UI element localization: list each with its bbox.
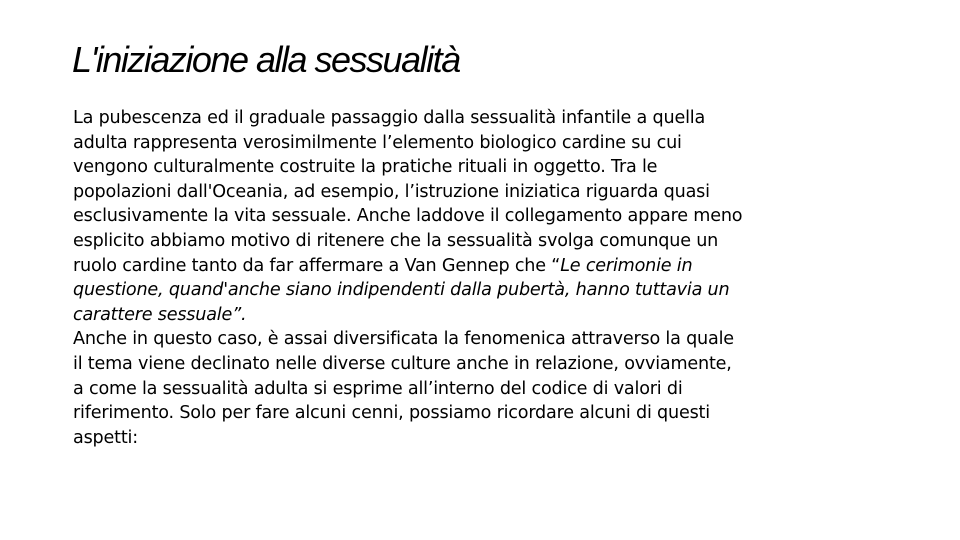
slide-title: L'iniziazione alla sessualità (72, 39, 460, 80)
quote-intro-text: ruolo cardine tanto da far affermare a Van Gennep che “ (73, 255, 561, 276)
paragraph-line: popolazioni dall'Oceania, ad esempio, l’istruzione iniziatica riguarda quasi (73, 181, 710, 202)
slide-body (73, 106, 893, 450)
paragraph-2 (73, 327, 893, 450)
paragraph-line: vengono culturalmente costruite la pratiche rituali in oggetto. Tra le (73, 157, 658, 178)
paragraph-line (73, 254, 893, 279)
paragraph-line: riferimento. Solo per fare alcuni cenni, possiamo ricordare alcuni di questi (73, 403, 710, 424)
quote-text: carattere sessuale”. (73, 304, 247, 325)
quote-text: questione, quand'anche siano indipendenti dalla pubertà, hanno tuttavia un (73, 280, 730, 301)
paragraph-line: La pubescenza ed il graduale passaggio dalla sessualità infantile a quella (73, 108, 706, 128)
paragraph-line: esclusivamente la vita sessuale. Anche laddove il collegamento appare meno (73, 206, 743, 227)
paragraph-1 (73, 106, 893, 327)
paragraph-line: a come la sessualità adulta si esprime all’interno del codice di valori di (73, 378, 683, 399)
quote-text: Le cerimonie in (560, 255, 693, 276)
paragraph-line: Anche in questo caso, è assai diversificata la fenomenica attraverso la quale (73, 329, 734, 350)
paragraph-line: aspetti: (73, 427, 138, 448)
paragraph-line: il tema viene declinato nelle diverse culture anche in relazione, ovviamente, (73, 353, 732, 374)
paragraph-line: esplicito abbiamo motivo di ritenere che la sessualità svolga comunque un (73, 230, 719, 251)
paragraph-line: adulta rappresenta verosimilmente l’elemento biologico cardine su cui (73, 132, 682, 153)
